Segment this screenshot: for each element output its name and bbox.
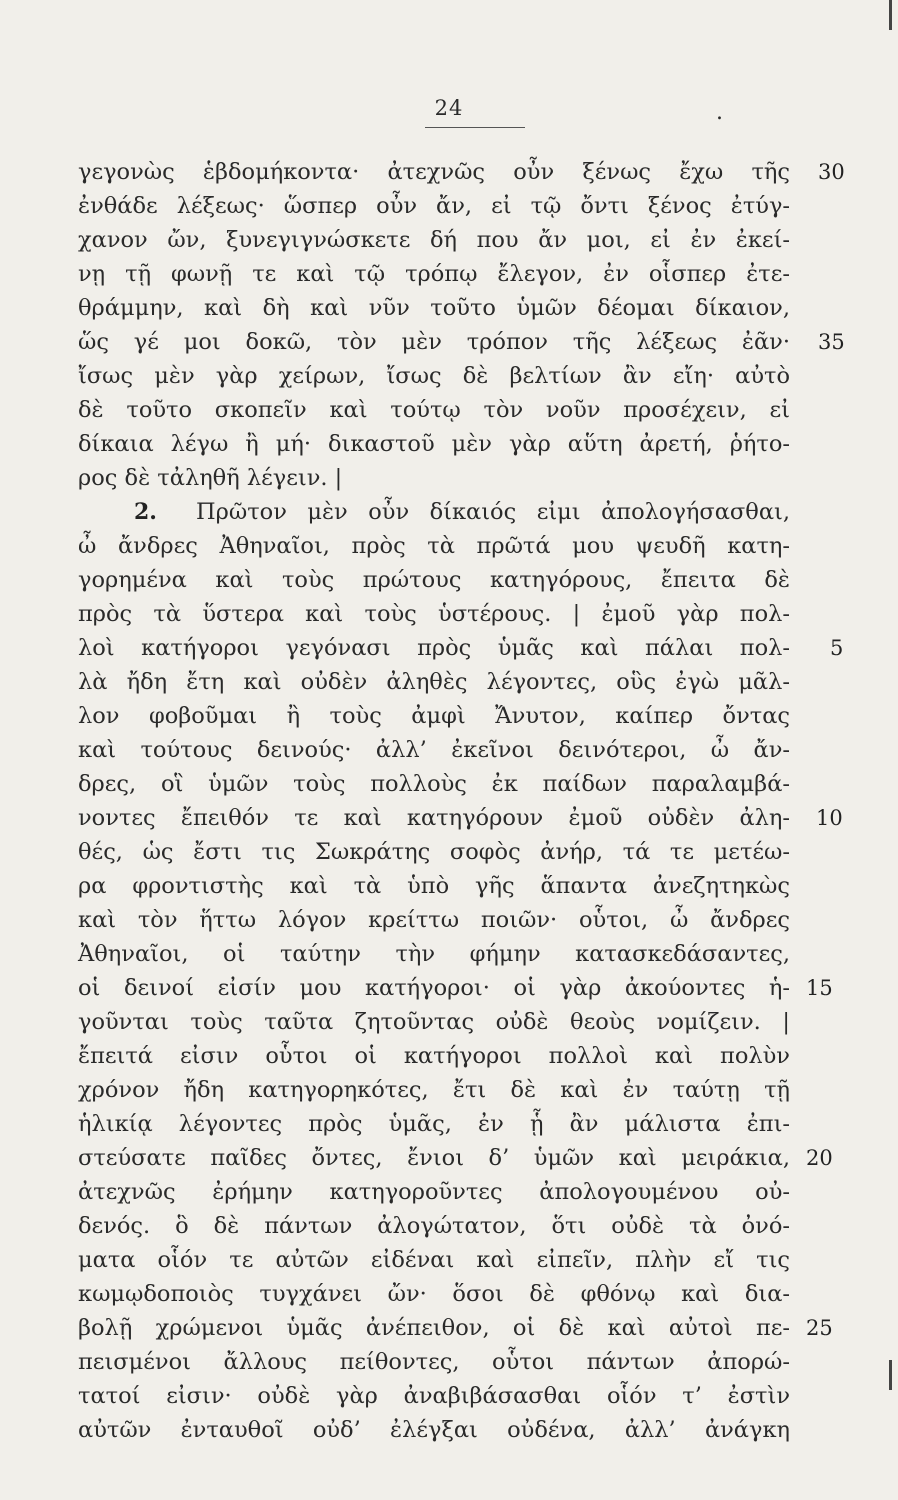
- text-line: νῃ τῇ φωνῇ τε καὶ τῷ τρόπῳ ἔλεγον, ἐν οἷσπερ ἐτε-: [78, 261, 790, 287]
- page-edge-mark-bottom: [889, 1360, 892, 1390]
- text-line: λοὶ κατήγοροι γεγόνασι πρὸς ὑμᾶς καὶ πάλαι πολ-: [78, 635, 790, 661]
- text-line: αὐτῶν ἐνταυθοῖ οὐδ’ ἐλέγξαι οὐδένα, ἀλλ’ ἀνάγκη: [78, 1417, 790, 1443]
- text-line: Ἀθηναῖοι, οἱ ταύτην τὴν φήμην κατασκεδάσαντες,: [78, 941, 790, 967]
- text-line: δρες, οἳ ὑμῶν τοὺς πολλοὺς ἐκ παίδων παραλαμβά-: [78, 771, 790, 797]
- text-line: ματα οἷόν τε αὐτῶν εἰδέναι καὶ εἰπεῖν, πλὴν εἴ τις: [78, 1247, 790, 1273]
- text-line: τατοί εἰσιν· οὐδὲ γὰρ ἀναβιβάσασθαι οἷόν τ’ ἐστὶν: [78, 1383, 790, 1409]
- text-line: γεγονὼς ἑβδομήκοντα· ἀτεχνῶς οὖν ξένως ἔχω τῆς: [78, 159, 790, 185]
- text-line: γορημένα καὶ τοὺς πρώτους κατηγόρους, ἔπειτα δὲ: [78, 567, 790, 593]
- text-line: χρόνον ἤδη κατηγορηκότες, ἔτι δὲ καὶ ἐν ταύτῃ τῇ: [78, 1077, 790, 1103]
- margin-number-5: 5: [830, 636, 844, 660]
- text-line: δίκαια λέγω ἢ μή· δικαστοῦ μὲν γὰρ αὕτη ἀρετή, ῥήτο-: [78, 431, 790, 457]
- text-line: ρος δὲ τἀληθῆ λέγειν. |: [78, 465, 343, 491]
- margin-number-20: 20: [806, 1146, 833, 1170]
- margin-number-10: 10: [816, 806, 843, 830]
- text-line: κωμῳδοποιὸς τυγχάνει ὤν· ὅσοι δὲ φθόνῳ καὶ δια-: [78, 1281, 790, 1307]
- text-line: πρὸς τὰ ὕστερα καὶ τοὺς ὑστέρους. | ἐμοῦ γὰρ πολ-: [78, 601, 790, 627]
- text-line: νοντες ἔπειθόν τε καὶ κατηγόρουν ἐμοῦ οὐδὲν ἀλη-: [78, 805, 790, 831]
- text-line: ἴσως μὲν γὰρ χείρων, ἴσως δὲ βελτίων ἂν εἴη· αὐτὸ: [78, 363, 790, 389]
- text-line: θές, ὡς ἔστι τις Σωκράτης σοφὸς ἀνήρ, τά τε μετέω-: [78, 839, 790, 865]
- text-line: ἔπειτά εἰσιν οὗτοι οἱ κατήγοροι πολλοὶ καὶ πολὺν: [78, 1043, 790, 1069]
- text-line: πεισμένοι ἄλλους πείθοντες, οὗτοι πάντων ἀπορώ-: [78, 1349, 790, 1375]
- text-line: ὥς γέ μοι δοκῶ, τὸν μὲν τρόπον τῆς λέξεως ἐᾶν·: [78, 329, 790, 355]
- text-line: Πρῶτον μὲν οὖν δίκαιός εἰμι ἀπολογήσασθαι,: [196, 499, 790, 525]
- text-line: δὲ τοῦτο σκοπεῖν καὶ τούτῳ τὸν νοῦν προσέχειν, εἰ: [78, 397, 790, 423]
- stray-dot: .: [716, 100, 723, 125]
- text-line: ὦ ἄνδρες Ἀθηναῖοι, πρὸς τὰ πρῶτά μου ψευδῆ κατη-: [78, 533, 790, 559]
- margin-number-25: 25: [806, 1316, 833, 1340]
- margin-number-30: 30: [818, 160, 845, 184]
- text-line: οἱ δεινοί εἰσίν μου κατήγοροι· οἱ γὰρ ἀκούοντες ἡ-: [78, 975, 790, 1001]
- margin-number-35: 35: [818, 330, 845, 354]
- text-line: λὰ ἤδη ἔτη καὶ οὐδὲν ἀληθὲς λέγοντες, οὓς ἐγὼ μᾶλ-: [78, 669, 790, 695]
- text-line: στεύσατε παῖδες ὄντες, ἔνιοι δ’ ὑμῶν καὶ μειράκια,: [78, 1145, 790, 1171]
- text-line: γοῦνται τοὺς ταῦτα ζητοῦντας οὐδὲ θεοὺς νομίζειν. |: [78, 1009, 790, 1035]
- margin-number-15: 15: [806, 976, 833, 1000]
- text-line: λον φοβοῦμαι ἢ τοὺς ἀμφὶ Ἄνυτον, καίπερ ὄντας: [78, 703, 790, 729]
- text-line: ἡλικίᾳ λέγοντες πρὸς ὑμᾶς, ἐν ᾗ ἂν μάλιστα ἐπι-: [78, 1111, 790, 1137]
- page-number-rule: [425, 127, 525, 128]
- text-line: ἐνθάδε λέξεως· ὥσπερ οὖν ἄν, εἰ τῷ ὄντι ξένος ἐτύγ-: [78, 193, 790, 219]
- text-line: βολῇ χρώμενοι ὑμᾶς ἀνέπειθον, οἱ δὲ καὶ αὐτοὶ πε-: [78, 1315, 790, 1341]
- text-line: χανον ὤν, ξυνεγιγνώσκετε δή που ἄν μοι, εἰ ἐν ἐκεί-: [78, 227, 790, 253]
- page-number: 24: [434, 96, 464, 120]
- text-line: καὶ τὸν ἥττω λόγον κρείττω ποιῶν· οὗτοι, ὦ ἄνδρες: [78, 907, 790, 933]
- text-line: θράμμην, καὶ δὴ καὶ νῦν τοῦτο ὑμῶν δέομαι δίκαιον,: [78, 295, 790, 321]
- text-line: ἀτεχνῶς ἐρήμην κατηγοροῦντες ἀπολογουμένου οὐ-: [78, 1179, 790, 1205]
- text-line: δενός. ὃ δὲ πάντων ἀλογώτατον, ὅτι οὐδὲ τὰ ὀνό-: [78, 1213, 790, 1239]
- page-edge-mark-top: [889, 0, 892, 30]
- text-line: καὶ τούτους δεινούς· ἀλλ’ ἐκεῖνοι δεινότεροι, ὦ ἄν-: [78, 737, 790, 763]
- section-number: 2.: [134, 499, 157, 525]
- text-line: ρα φροντιστὴς καὶ τὰ ὑπὸ γῆς ἅπαντα ἀνεζητηκὼς: [78, 873, 790, 899]
